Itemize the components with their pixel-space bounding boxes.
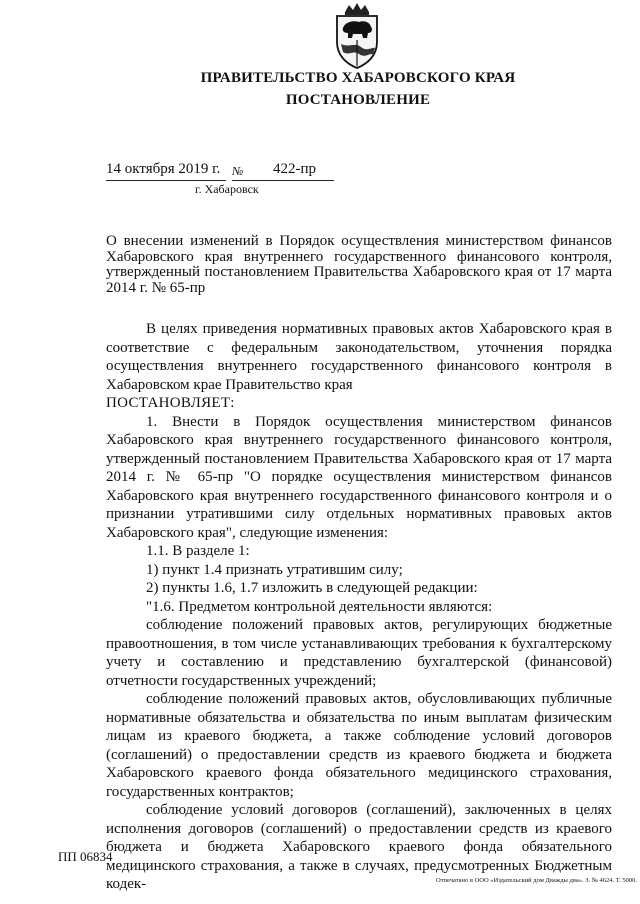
document-title: О внесении изменений в Порядок осуществления министерством финансов Хабаровского края внутреннего государственного финансового контроля, утвержденный постановлением Правительства Хабаровского края от 17 марта 2014 г. № 65-пр (106, 233, 612, 296)
document-type: ПОСТАНОВЛЕНИЕ (285, 92, 431, 108)
document-city: г. Хабаровск (195, 182, 259, 196)
decree-word: ПОСТАНОВЛЯЕТ: (106, 395, 235, 411)
document-code: ПП 06834 (58, 849, 113, 864)
intro-paragraph: В целях приведения нормативных правовых актов Хабаровского края в соответствие с федеральным законодательством, уточнения порядка осуществления внутреннего государственного финансового контроля в Хабаровском крае Правительство края (106, 321, 612, 393)
paragraph-1-1: 1.1. В разделе 1: (146, 543, 250, 559)
coat-of-arms-icon (331, 2, 383, 70)
paragraph-1-1-1: 1) пункт 1.4 признать утратившим силу; (146, 561, 403, 578)
government-name: ПРАВИТЕЛЬСТВО ХАБАРОВСКОГО КРАЯ (200, 70, 516, 86)
item-b: соблюдение положений правовых актов, обусловливающих публичные нормативные обязательства и обязательства по иным выплатам физическим лицам из краевого бюджета, а также соблюдение условий договоров (соглашений) о предоставлении средств из краевого бюджета и бюджета Хабаровского краевого фонда обязательного медицинского страхования, государственных контрактов; (106, 691, 612, 800)
item-a: соблюдение положений правовых актов, регулирующих бюджетные правоотношения, в том числе устанавливающих требования к бухгалтерскому учету и составлению и представлению бухгалтерской (финансовой) отчетности государственных учреждений; (106, 617, 612, 689)
paragraph-1-1-2: 2) пункты 1.6, 1.7 изложить в следующей редакции: (146, 580, 478, 596)
paragraph-1: 1. Внести в Порядок осуществления министерством финансов Хабаровского края внутреннего государственного финансового контроля, утвержденный постановлением Правительства Хабаровского края от 17 марта 2014 г. № 65-пр "О порядке осуществления министерством финансов Хабаровского края внутреннего государственного финансового контроля и о признании утратившими силу отдельных нормативных правовых актов Хабаровского края", следующие изменения: (106, 413, 612, 541)
printer-imprint: Отпечатано в ООО «Издательский дом Дважды два». З. № 4624. Т. 5000. (436, 877, 637, 884)
date-underline (106, 180, 226, 181)
number-underline (232, 180, 334, 181)
number-sign: № (232, 164, 244, 178)
item-c: соблюдение условий договоров (соглашений), заключенных в целях исполнения договоров (соглашений) о предоставлении средств из краевого бюджета и бюджета Хабаровского краевого фонда обязательного медицинского страхования, а также в случаях, предусмотренных Бюджетным кодек- (106, 802, 612, 892)
document-body (106, 320, 612, 894)
paragraph-1-6: "1.6. Предметом контрольной деятельности являются: (146, 598, 493, 615)
document-number: 422-пр (273, 161, 317, 177)
document-date: 14 октября 2019 г. (106, 161, 221, 177)
